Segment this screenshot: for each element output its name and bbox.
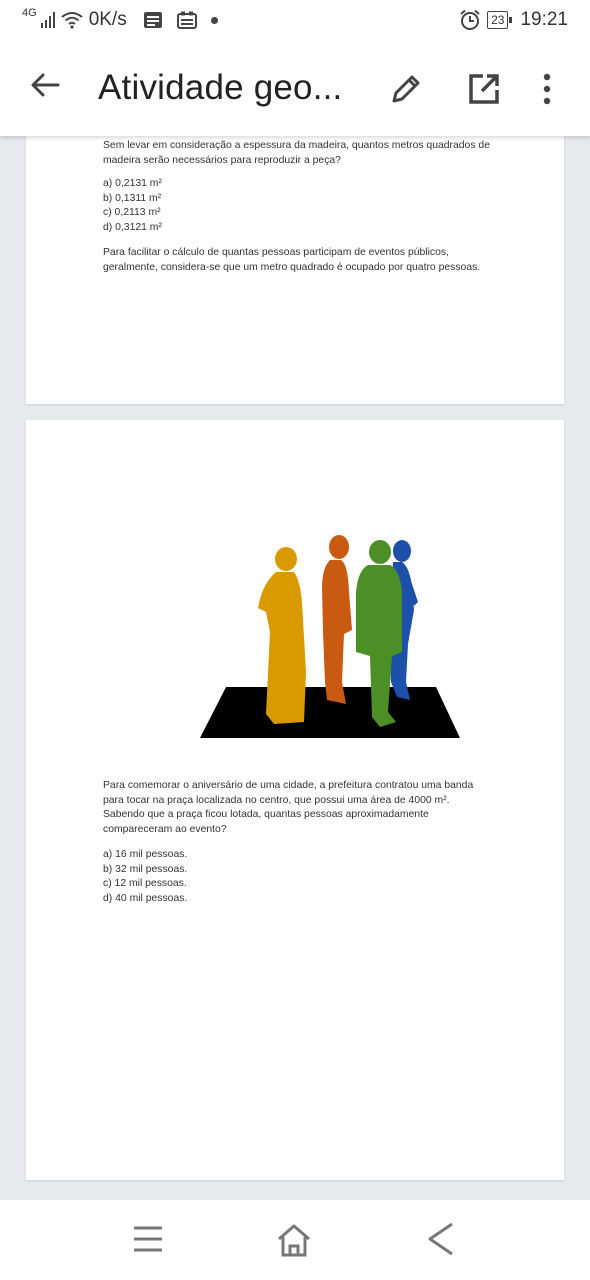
- intro-text: Para facilitar o cálculo de quantas pessoas participam de eventos públicos, geralmente, considera-se que um metro quadrado é ocupado por quatro pessoas.: [103, 247, 481, 273]
- wifi-icon: [61, 11, 83, 29]
- status-right: [459, 9, 568, 31]
- answer-options-1: [103, 177, 493, 235]
- signal-icon: [41, 12, 55, 28]
- clock: 19:21: [520, 9, 568, 30]
- network-speed: 0K/s: [88, 9, 127, 30]
- gallery-icon: [177, 11, 197, 29]
- option-c: c) 0,2113 m²: [103, 207, 161, 219]
- question-text-2: Para comemorar o aniversário de uma cidade, a prefeitura contratou uma banda para tocar na praça localizada no centro, que possui uma área de 4000 m². Sabendo que a praça ficou lotada, quantas pessoas aproximadamente compareceram ao evento?: [103, 780, 474, 835]
- alarm-icon: [459, 9, 481, 31]
- option-b: b) 0,1311 m²: [103, 192, 162, 204]
- orange-person: [322, 535, 352, 704]
- document-page-2: [26, 420, 564, 1180]
- status-left: [22, 9, 218, 31]
- home-icon[interactable]: [276, 1222, 312, 1258]
- option-d: d) 0,3121 m²: [103, 221, 162, 233]
- page-title: Atividade geo...: [98, 68, 343, 107]
- option-b: b) 32 mil pessoas.: [103, 863, 188, 875]
- pencil-icon[interactable]: [389, 72, 423, 106]
- notes-icon: [143, 11, 163, 29]
- recent-apps-icon[interactable]: [131, 1222, 165, 1256]
- status-bar: [0, 0, 590, 44]
- battery-icon: 23: [487, 11, 508, 29]
- system-nav-bar: [0, 1200, 590, 1280]
- more-vert-icon[interactable]: [540, 72, 554, 106]
- open-external-icon[interactable]: [467, 72, 501, 106]
- option-a: a) 16 mil pessoas.: [103, 849, 188, 860]
- option-d: d) 40 mil pessoas.: [103, 892, 188, 904]
- network-type: 4G: [22, 7, 37, 19]
- question-text-1: Sem levar em consideração a espessura da madeira, quantos metros quadrados de madeira serão necessários para reproduzir a peça?: [103, 140, 490, 166]
- option-a: a) 0,2131 m²: [103, 178, 162, 189]
- app-bar: [0, 44, 590, 136]
- arrow-left-icon[interactable]: [28, 68, 62, 102]
- option-c: c) 12 mil pessoas.: [103, 878, 187, 890]
- document-page-1: [26, 136, 564, 404]
- notification-dot: [211, 17, 218, 24]
- four-people-on-square-illustration: [196, 532, 466, 742]
- answer-options-2: [103, 848, 493, 906]
- back-nav-icon[interactable]: [426, 1222, 456, 1256]
